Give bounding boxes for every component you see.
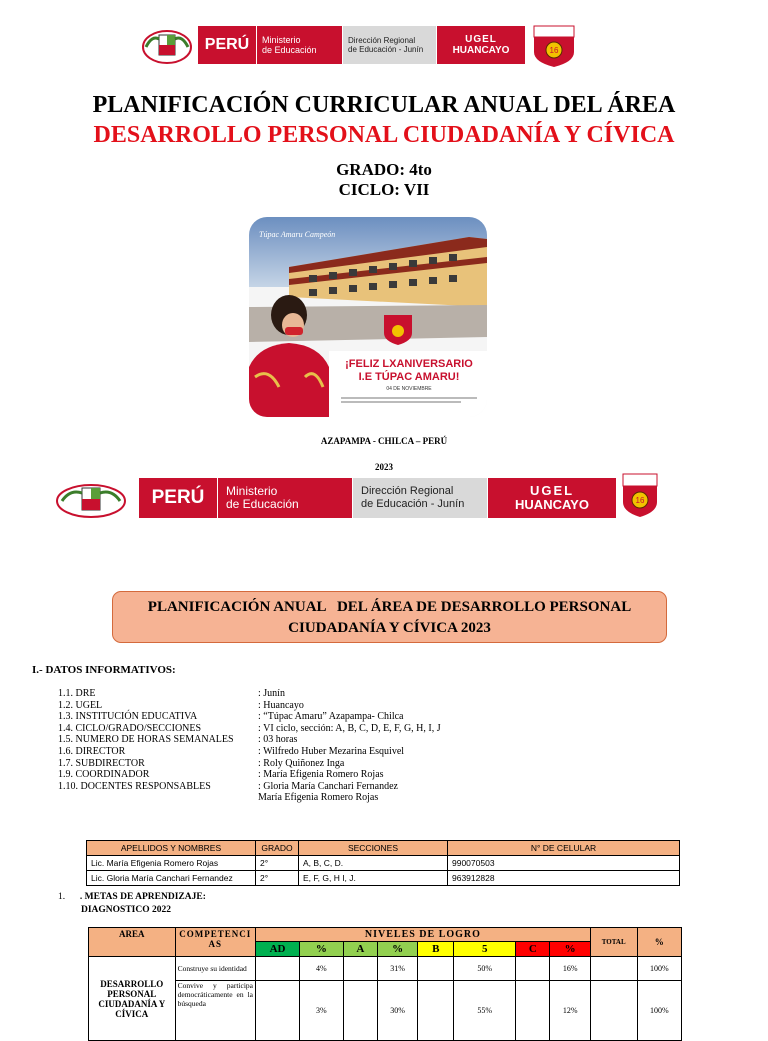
col-header-area: AREA <box>89 928 176 957</box>
title-line1: PLANIFICACIÓN CURRICULAR ANUAL DEL ÁREA <box>92 92 676 118</box>
cell: 50% <box>454 957 516 981</box>
col-header-total: TOTAL <box>590 928 637 957</box>
datos-value: María Efigenia Romero Rojas <box>258 792 379 804</box>
cell <box>418 981 454 1041</box>
datos-label: 1.2. UGEL <box>58 699 103 711</box>
ugel-logo-2: UGEL HUANCAYO <box>487 478 616 518</box>
metas-number: 1. <box>58 892 66 902</box>
cell: Lic. Gloria María Canchari Fernandez <box>87 871 256 886</box>
plan-title-line1: PLANIFICACIÓN ANUAL DEL ÁREA DE DESARROLLO PERSONAL <box>147 599 632 615</box>
cell: 100% <box>637 981 681 1041</box>
datos-value: : Huancayo <box>258 699 304 711</box>
cell <box>516 981 550 1041</box>
cell: 100% <box>637 957 681 981</box>
cell: 963912828 <box>448 871 680 886</box>
cell <box>255 957 299 981</box>
datos-value: : VI ciclo, sección: A, B, C, D, E, F, G, H, I, J <box>258 722 441 734</box>
ugel-logo: UGEL HUANCAYO <box>436 26 525 64</box>
datos-label: 1.3. INSTITUCIÓN EDUCATIVA <box>58 711 198 723</box>
ministry-logo-2: Ministerio de Educación <box>217 478 352 518</box>
datos-label: 1.4. CICLO/GRADO/SECCIONES <box>58 722 202 734</box>
peru-logo: PERÚ <box>198 26 256 64</box>
datos-heading: I.- DATOS INFORMATIVOS: <box>32 664 176 676</box>
datos-label: 1.9. COORDINADOR <box>58 769 150 781</box>
ie-shield-icon <box>530 24 578 68</box>
grado-label: GRADO: 4to <box>336 160 432 179</box>
cell: 55% <box>454 981 516 1041</box>
cell <box>516 957 550 981</box>
year: 2023 <box>375 462 393 472</box>
photo-caption: Túpac Amaru Campeón <box>259 230 336 239</box>
col-header-competencias: COMPETENCI AS <box>175 928 255 957</box>
col-header-niveles: NIVELES DE LOGRO <box>255 928 590 942</box>
svg-text:16: 16 <box>635 496 645 505</box>
competencia: Convive y participa democráticamente en la búsqueda <box>175 981 255 1041</box>
cell <box>343 957 377 981</box>
datos-value: : “Túpac Amaru” Azapampa- Chilca <box>258 711 404 723</box>
cell: E, F, G, H I, J. <box>299 871 448 886</box>
cell: 2° <box>256 871 299 886</box>
datos-label: 1.6. DIRECTOR <box>58 746 126 757</box>
level-5: 5 <box>454 942 516 957</box>
docentes-table <box>86 840 680 886</box>
col-header: APELLIDOS Y NOMBRES <box>87 841 256 856</box>
datos-value: : Roly Quiñonez Inga <box>258 757 345 769</box>
col-header-pct: % <box>637 928 681 957</box>
cell: 3% <box>300 981 344 1041</box>
cell <box>343 981 377 1041</box>
level-pct: % <box>377 942 417 957</box>
datos-label: 1.5. NUMERO DE HORAS SEMANALES <box>58 734 234 746</box>
cell: 4% <box>300 957 344 981</box>
peru-coat-of-arms-icon-2 <box>54 479 128 519</box>
datos-label: 1.7. SUBDIRECTOR <box>58 757 145 769</box>
title-line2: DESARROLLO PERSONAL CIUDADANÍA Y CÍVICA <box>93 122 675 148</box>
dre-logo-2: Dirección Regional de Educación - Junín <box>352 478 487 518</box>
plan-title-box <box>112 591 667 643</box>
level-ad: AD <box>255 942 299 957</box>
cell <box>590 981 637 1041</box>
cell <box>590 957 637 981</box>
cell: 31% <box>377 957 417 981</box>
cell: A, B, C, D. <box>299 856 448 871</box>
table-row <box>89 981 682 1041</box>
svg-text:16: 16 <box>549 46 559 55</box>
plan-title-line2: CIUDADANÍA Y CÍVICA 2023 <box>288 620 491 636</box>
level-pct: % <box>300 942 344 957</box>
cell: Lic. María Efigenia Romero Rojas <box>87 856 256 871</box>
cell: 30% <box>377 981 417 1041</box>
photo-school: I.E TÚPAC AMARU! <box>358 371 460 383</box>
level-c: C <box>516 942 550 957</box>
datos-label: 1.1. DRE <box>58 688 96 699</box>
competencia: Construye su identidad <box>175 957 255 981</box>
table-row <box>87 856 680 871</box>
cell: 2° <box>256 856 299 871</box>
col-header: SECCIONES <box>299 841 448 856</box>
cell <box>418 957 454 981</box>
cell <box>255 981 299 1041</box>
level-b: B <box>418 942 454 957</box>
photo-date: 04 DE NOVIEMBRE <box>386 386 432 392</box>
metas-subheading: DIAGNOSTICO 2022 <box>81 905 171 915</box>
location: AZAPAMPA - CHILCA – PERÚ <box>320 436 448 446</box>
peru-coat-of-arms-icon <box>140 25 194 65</box>
cell: 16% <box>550 957 590 981</box>
dre-logo: Dirección Regional de Educación - Junín <box>342 26 436 64</box>
datos-value: : Gloria María Canchari Fernandez <box>258 780 398 792</box>
cell: 12% <box>550 981 590 1041</box>
anniversary-photo <box>249 217 487 417</box>
area-name: DESARROLLO PERSONAL CIUDADANÍA Y CÍVICA <box>89 957 176 1041</box>
table-row <box>87 871 680 886</box>
datos-value: : Junín <box>258 688 285 699</box>
level-pct: % <box>550 942 590 957</box>
datos-value: : 03 horas <box>258 734 298 746</box>
metas-title: . METAS DE APRENDIZAJE: <box>79 892 206 902</box>
photo-greeting: ¡FELIZ LXANIVERSARIO <box>345 358 473 370</box>
col-header: GRADO <box>256 841 299 856</box>
datos-value: : María Efigenia Romero Rojas <box>258 769 384 781</box>
ie-shield-icon-2 <box>620 472 660 518</box>
datos-value: : Wilfredo Huber Mezarina Esquivel <box>258 746 405 757</box>
metas-heading <box>58 892 206 902</box>
datos-label: 1.10. DOCENTES RESPONSABLES <box>58 780 211 792</box>
cell: 990070503 <box>448 856 680 871</box>
level-a: A <box>343 942 377 957</box>
ciclo-label: CICLO: VII <box>338 180 430 199</box>
peru-logo-2: PERÚ <box>139 478 217 518</box>
ministry-logo: Ministerio de Educación <box>256 26 342 64</box>
col-header: N° DE CELULAR <box>448 841 680 856</box>
table-row <box>89 957 682 981</box>
